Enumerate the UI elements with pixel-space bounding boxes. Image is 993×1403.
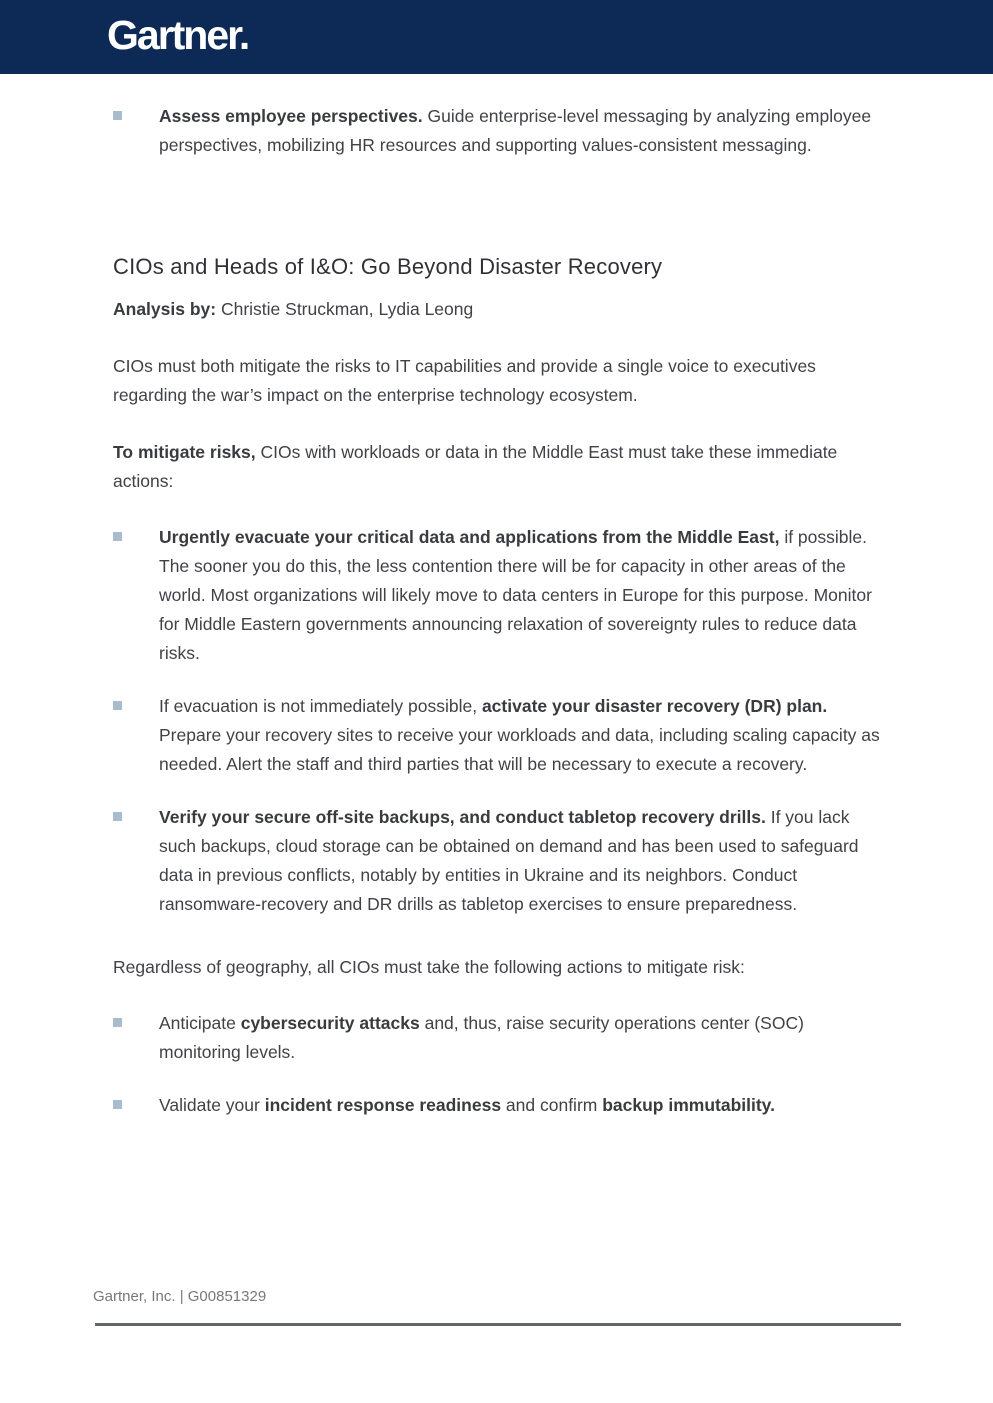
text-run: Validate your	[159, 1095, 265, 1115]
gartner-logo: Gartner.	[107, 11, 249, 58]
bullet-square-icon	[113, 1018, 122, 1027]
byline	[113, 295, 883, 324]
bullet-item	[113, 803, 883, 919]
bold-text-run: Verify your secure off-site backups, and conduct tabletop recovery drills.	[159, 807, 766, 827]
text-run: Regardless of geography, all CIOs must take the following actions to mitigate risk:	[113, 957, 745, 977]
bullet-marker	[113, 1091, 159, 1120]
header-bar	[0, 0, 993, 74]
bold-text-run: incident response readiness	[264, 1095, 502, 1115]
footer-divider	[95, 1323, 901, 1326]
text-run: If evacuation is not immediately possible,	[159, 696, 482, 716]
bullet-item	[113, 692, 883, 779]
bullet-item	[113, 1009, 883, 1067]
text-run: and, thus, raise security operations center (SOC) monitoring levels.	[159, 1013, 804, 1062]
bold-text-run: Analysis by:	[113, 299, 217, 319]
bullet-square-icon	[113, 1100, 122, 1109]
bullet-square-icon	[113, 111, 122, 120]
bullet-marker	[113, 1009, 159, 1067]
bullet-square-icon	[113, 812, 122, 821]
bullet-marker	[113, 692, 159, 779]
bullet-text	[159, 1009, 883, 1067]
bullet-item	[113, 1091, 883, 1120]
document-body	[0, 74, 993, 1120]
bullet-square-icon	[113, 701, 122, 710]
bold-text-run: Urgently evacuate your critical data and applications from the Middle East,	[159, 527, 780, 547]
bullet-text	[159, 803, 883, 919]
bold-text-run: cybersecurity attacks	[240, 1013, 420, 1033]
text-run: Guide enterprise-level messaging by analyzing employee perspectives, mobilizing HR resources and supporting values-consistent messaging.	[159, 106, 872, 155]
text-run: CIOs with workloads or data in the Middle East must take these immediate actions:	[113, 442, 838, 491]
paragraph	[113, 352, 883, 410]
bullet-marker	[113, 102, 159, 160]
text-run: Anticipate	[159, 1013, 241, 1033]
bullet-text	[159, 523, 883, 668]
bullet-text	[159, 1091, 883, 1120]
footer-citation: Gartner, Inc. | G00851329	[93, 1288, 267, 1305]
section-heading	[113, 252, 883, 282]
text-run: If you lack such backups, cloud storage can be obtained on demand and has been used to safeguard data in previous conflicts, notably by entities in Ukraine and its neighbors. Conduct ransomware-recovery and DR drills as tabletop exercises to ensure preparedness.	[159, 807, 859, 914]
bold-text-run: backup immutability.	[602, 1095, 775, 1115]
bullet-square-icon	[113, 532, 122, 541]
bold-text-run: To mitigate risks,	[113, 442, 256, 462]
paragraph	[113, 438, 883, 496]
text-run: Christie Struckman, Lydia Leong	[216, 299, 474, 319]
text-run: CIOs must both mitigate the risks to IT capabilities and provide a single voice to executives regarding the war’s impact on the enterprise technology ecosystem.	[113, 356, 816, 405]
bullet-marker	[113, 523, 159, 668]
text-run: CIOs and Heads of I&O: Go Beyond Disaster Recovery	[113, 254, 663, 279]
page-footer	[93, 1288, 903, 1326]
text-run: and confirm	[501, 1095, 603, 1115]
bullet-marker	[113, 803, 159, 919]
bullet-item	[113, 102, 883, 160]
bullet-text	[159, 692, 883, 779]
bullet-text	[159, 102, 883, 160]
bold-text-run: Assess employee perspectives.	[159, 106, 423, 126]
bullet-item	[113, 523, 883, 668]
bold-text-run: activate your disaster recovery (DR) plan.	[481, 696, 828, 716]
paragraph	[113, 953, 883, 982]
text-run: Prepare your recovery sites to receive your workloads and data, including scaling capacity as needed. Alert the staff and third parties that will be necessary to execute a recovery.	[159, 725, 880, 774]
text-run: if possible. The sooner you do this, the less contention there will be for capacity in other areas of the world. Most organizations will likely move to data centers in Europe for this purpose. Monitor for Middle Eastern governments announcing relaxation of sovereignty rules to reduce data risks.	[159, 527, 872, 663]
